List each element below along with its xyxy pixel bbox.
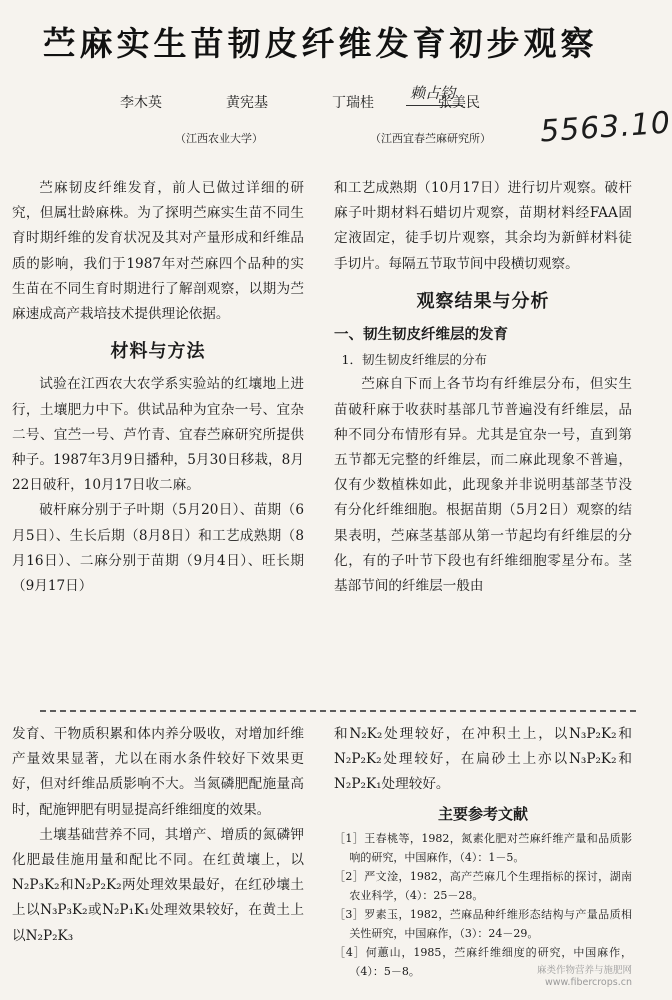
affiliation-right: （江西宜春苎麻研究所） [370,132,491,145]
handwritten-number: 5563.10 [538,105,672,150]
fertilizer-paragraph-1: 发育、干物质积累和体内养分吸收，对增加纤维产量效果显著，尤以在雨水条件较好下效果更好，但对纤维品质影响不大。当氮磷肥配施量高时，配施钾肥有明显提高纤维细度的效果。 [12,726,304,818]
author-1: 李木英 [120,95,162,111]
fertilizer-paragraph-3: 和N₂K₂处理较好，在冲积土上，以N₃P₂K₂和N₂P₂K₂处理较好，在扁砂土上亦以N₃P₂K₂和N₂P₂K₁处理较好。 [334,726,632,793]
reference-item: ［1］王春桃等，1982，氮素化肥对苎麻纤维产量和品质影响的研究，中国麻作，（4）：1－5。 [334,831,632,864]
section-results-title: 观察结果与分析 [416,290,550,312]
methods-continued: 和工艺成熟期（10月17日）进行切片观察。破杆麻子叶期材料石蜡切片观察，苗期材料经FAA固定液固定，徒手切片观察，其余均为新鲜材料徒手切片。每隔五节取节间中段横切观察。 [334,180,632,272]
watermark-line-2: www.fibercrops.cn [545,977,632,988]
bottom-left-column [12,722,304,949]
reference-item: ［4］何蕙山，1985，苎麻纤维细度的研究，中国麻作，（4）：5－8。 [334,945,632,978]
watermark [500,965,632,989]
results-paragraph-1: 苎麻自下而上各节均有纤维层分布，但实生苗破秆麻于收获时基部几节普遍没有纤维层，品种不同分布情形有异。尤其是宜杂一号，直到第五节都无完整的纤维层，而二麻此现象不普遍，仅有少数植株如此，此现象并非说明基部茎节没有分化纤维细胞。根据苗期（5月2日）观察的结果表明，苎麻茎基部从第一节起均有纤维层的分化，有的子叶节下段也有纤维细胞零星分布。茎基部节间的纤维层一般由 [334,376,632,595]
fertilizer-paragraph-2: 土壤基础营养不同，其增产、增质的氮磷钾化肥最佳施用量和配比不同。在红黄壤上，以N₂P₃K₂和N₂P₂K₂两处理效果最好，在红砂壤土上以N₃P₃K₂或N₂P₁K₁处理效果较好，在黄土上以N₂P₂K₃ [12,826,304,944]
reference-item: ［3］罗素玉，1982，苎麻品种纤维形态结构与产量品质相关性研究，中国麻作，（3）：24－29。 [334,907,632,940]
bottom-right-column [334,722,632,981]
reference-item: ［2］严文淦，1982，高产苎麻几个生理指标的探讨，湖南农业科学，（4）：25－28。 [334,869,632,902]
subsection-1-title: 一、韧生韧皮纤维层的发育 [334,326,508,344]
methods-paragraph-1: 试验在江西农大农学系实验站的红壤地上进行，土壤肥力中下。供试品种为宜杂一号、宜杂二号、宜苎一号、芦竹青、宜春苎麻研究所提供种子。1987年3月9日播种，5月30日移栽，8月22日破秆，10月17日收二麻。 [12,376,304,494]
left-column [12,176,304,599]
section-divider [40,707,640,715]
author-signature: 赖占钧 [406,82,463,106]
reference-list [334,829,632,981]
methods-paragraph-2: 破杆麻分别于子叶期（5月20日）、苗期（6月5日）、生长后期（8月8日）和工艺成熟期（8月16日）、二麻分别于苗期（9月4日）、旺长期（9月17日） [12,502,304,595]
author-4: 张美民 [438,95,480,111]
right-column [334,176,632,599]
subsection-1-1-title: 1．韧生韧皮纤维层的分布 [341,352,487,368]
paper-title: 苎麻实生苗韧皮纤维发育初步观察 [42,24,598,63]
author-3: 丁瑞桂 [332,95,374,111]
watermark-line-1: 麻类作物营养与施肥网 [536,965,632,976]
section-methods-title: 材料与方法 [110,341,206,363]
references-title: 主要参考文献 [437,804,528,823]
affiliation-left: （江西农业大学） [175,132,263,145]
intro-paragraph: 苎麻韧皮纤维发育，前人已做过详细的研究，但属壮龄麻株。为了探明苎麻实生苗不同生育时期纤维的发育状况及其对产量形成和纤维品质的影响，我们于1987年对苎麻四个品种的实生苗在不同生育时期进行了解剖观察，以期为苎麻速成高产栽培技术提供理论依据。 [12,180,304,323]
author-2: 黄宪基 [226,95,268,111]
